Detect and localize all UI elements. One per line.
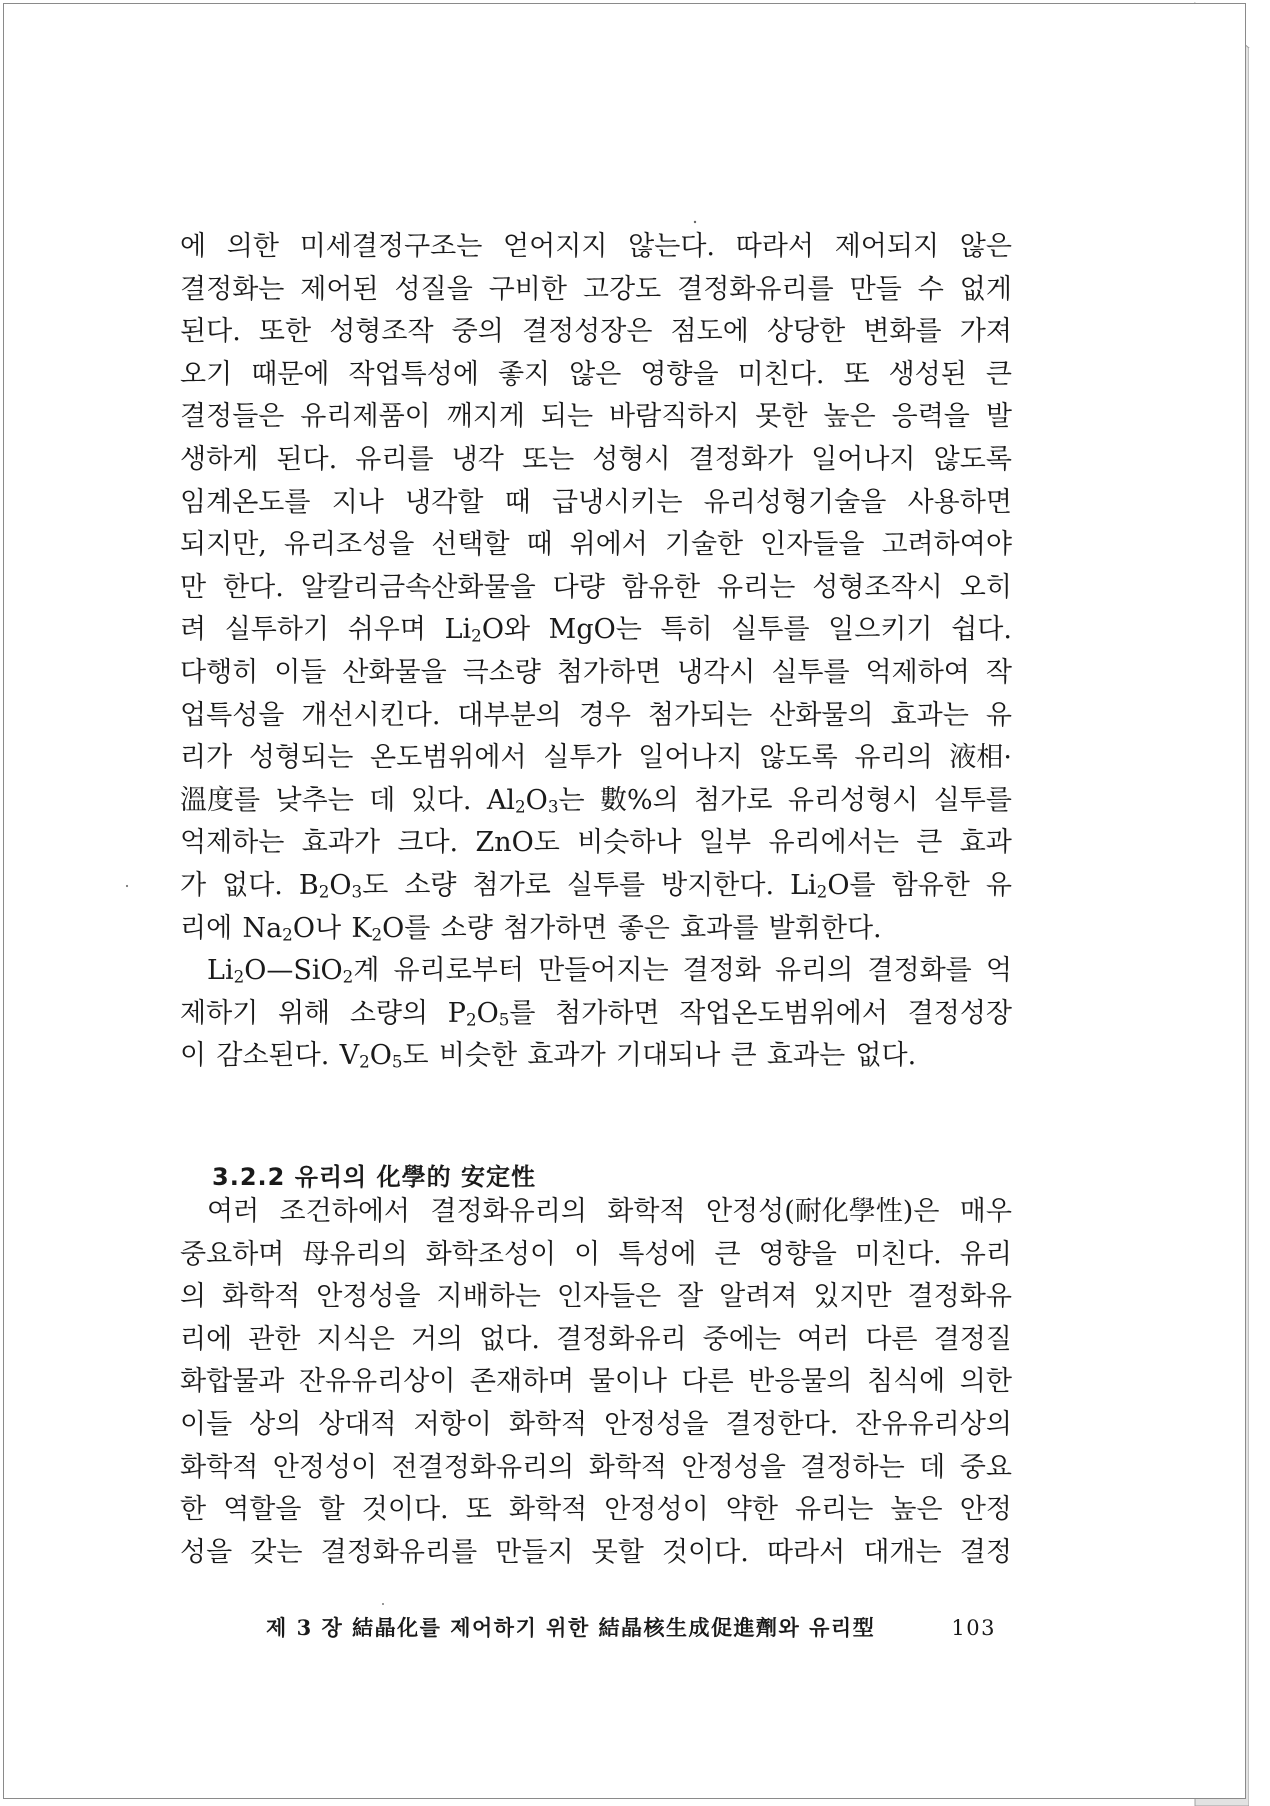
word: 유리	[959, 1238, 1012, 1270]
word: 극소량	[462, 656, 541, 688]
word: 유리조성을	[283, 529, 415, 561]
text-line	[180, 1489, 1012, 1532]
page-number: 103	[951, 1616, 996, 1640]
text-line	[180, 567, 1012, 610]
word: 실투가	[543, 742, 622, 774]
word: 첨가로	[472, 869, 551, 901]
word: 안정성을	[681, 1451, 786, 1483]
word: 유리를	[355, 443, 434, 475]
word: 안정성이	[604, 1494, 709, 1526]
word: 첨가하면	[555, 997, 660, 1029]
word: 기대되나	[615, 1040, 721, 1072]
word: 대개는	[863, 1536, 942, 1568]
word: 데	[919, 1451, 946, 1483]
text-line	[180, 609, 1012, 652]
word: 첨가되는	[647, 699, 753, 731]
word: 오기	[180, 358, 233, 390]
word: 유	[985, 869, 1012, 901]
word: 산화물을	[342, 656, 447, 688]
word: 경우	[578, 699, 631, 731]
word: 數%의	[599, 784, 679, 816]
word: 또는	[521, 443, 575, 475]
text-line	[180, 1447, 1012, 1490]
word: 첨가로	[694, 784, 773, 816]
word: 성형되는	[248, 742, 354, 774]
word: 사용하면	[907, 486, 1012, 518]
word: 억제하여	[865, 656, 970, 688]
word: 화학적	[222, 1281, 301, 1313]
word: 의한	[959, 1366, 1012, 1398]
word: 상의	[249, 1408, 302, 1440]
word: 임계온도를	[180, 486, 311, 518]
word: 유리제품이	[300, 401, 431, 433]
word: 되지만,	[180, 529, 267, 561]
word: 안정성이	[272, 1451, 378, 1483]
word: 된다.	[276, 443, 338, 475]
word: 특성에	[618, 1238, 697, 1270]
word: 여러	[207, 1196, 260, 1227]
word: 높은	[823, 401, 876, 433]
word: 잔유유리상의	[855, 1408, 1012, 1440]
word: 때	[504, 486, 531, 518]
word: 이들	[180, 1408, 233, 1440]
word: 않은	[959, 231, 1012, 262]
word: 제어되지	[834, 231, 940, 262]
word: 중요	[959, 1451, 1012, 1483]
word: 이	[574, 1238, 601, 1270]
word: 만들어지는	[538, 955, 669, 987]
text-line	[180, 695, 1012, 738]
word: 성질을	[394, 273, 473, 305]
word: 한	[180, 1494, 207, 1526]
word: 없다.	[222, 869, 283, 901]
word: 급냉시키는	[551, 486, 683, 518]
text-line	[180, 1532, 1012, 1575]
word: 안정성(耐化學性)은	[705, 1196, 940, 1227]
word: 작	[985, 656, 1012, 688]
word: 작업특성에	[348, 358, 479, 390]
word: $Li_2O—SiO_2$계	[207, 955, 380, 987]
text-line	[180, 1404, 1012, 1447]
running-footer-title: 제 3 장 結晶化를 제어하기 위한 結晶核生成促進劑와 유리型	[266, 1615, 876, 1640]
word: 결정하는	[800, 1451, 905, 1483]
word: 없다.	[479, 1323, 540, 1355]
word: 침식에	[866, 1366, 946, 1398]
word: 감소된다.	[216, 1040, 330, 1072]
text-line	[180, 737, 1012, 780]
word: 함유한	[621, 571, 701, 603]
word: 인자들을	[760, 529, 865, 561]
word: 또	[843, 358, 870, 390]
word: 화학적	[180, 1451, 259, 1483]
word: 일어나지	[638, 742, 743, 774]
word: 고려하여야	[881, 529, 1012, 561]
word: 여러	[797, 1323, 850, 1355]
word: 미세결정구조는	[299, 231, 483, 262]
word: 중요하며	[180, 1238, 285, 1270]
word: 지나	[331, 486, 384, 518]
word: 작업온도범위에서	[679, 997, 888, 1029]
text-line	[180, 950, 1012, 993]
word: 업특성을	[180, 699, 285, 731]
word: 수	[917, 273, 944, 305]
word: 선택할	[431, 529, 510, 561]
word: 소량	[404, 869, 457, 901]
word: 화학적	[607, 1196, 686, 1227]
word: 성형조작시	[812, 571, 943, 603]
word: 실투를	[566, 869, 646, 901]
text-line	[180, 439, 1012, 482]
word: 깨지게	[446, 401, 525, 433]
word: 생하게	[180, 443, 259, 475]
word: $Li_2O$와	[444, 614, 531, 647]
text-line	[180, 1361, 1012, 1404]
word: MgO는	[548, 614, 642, 646]
word: 려	[180, 614, 207, 646]
word: 조건하에서	[279, 1196, 411, 1227]
word: 따라서	[766, 1536, 846, 1568]
word: 발	[985, 401, 1012, 433]
word: 결정화유리	[556, 1323, 687, 1355]
word: 않도록	[933, 443, 1012, 475]
text-line	[180, 993, 1012, 1036]
word: 없게	[959, 273, 1012, 305]
word: 만들지	[495, 1536, 574, 1568]
word: 화학조성이	[425, 1238, 557, 1270]
text-line	[180, 1319, 1012, 1362]
word: 잘	[677, 1281, 704, 1313]
word: 리에	[180, 912, 233, 944]
word: 억제하는	[180, 827, 285, 859]
word: 발휘한다.	[768, 912, 882, 944]
text-line	[180, 1035, 1012, 1078]
word: 큰	[985, 358, 1012, 390]
word: 영향을	[640, 358, 719, 390]
text-line	[180, 652, 1012, 695]
word: 저항이	[413, 1408, 492, 1440]
word: $B_2O_3$도	[298, 869, 389, 902]
word: 유리성형기술을	[703, 486, 887, 518]
word: 방지한다.	[661, 869, 775, 901]
word: 알려져	[719, 1281, 798, 1313]
word: 제어된	[300, 273, 379, 305]
word: 또한	[258, 316, 312, 348]
word: 결정화	[682, 955, 761, 987]
word: 된다.	[180, 316, 241, 348]
text-line	[180, 1191, 1012, 1234]
word: 결정성장	[907, 997, 1012, 1029]
word: 생성된	[888, 358, 967, 390]
word: 지배하는	[436, 1281, 541, 1313]
word: 중에는	[702, 1323, 781, 1355]
text-line	[180, 1276, 1012, 1319]
paragraph-3	[180, 1191, 1012, 1574]
word: 억	[985, 955, 1012, 987]
word: 좋지	[497, 358, 551, 390]
word: 인자들은	[556, 1281, 662, 1313]
word: 실투를	[933, 784, 1012, 816]
word: $K_2O$를	[351, 912, 431, 945]
word: 큰	[714, 1238, 741, 1270]
text-line	[180, 780, 1012, 823]
word: 반응물의	[748, 1366, 853, 1398]
text-line	[180, 311, 1012, 354]
word: 결정화유리의	[430, 1196, 587, 1227]
word: 함유한	[891, 869, 970, 901]
word: 큰	[916, 827, 943, 859]
word: 결정화유	[907, 1281, 1012, 1313]
word: 영향을	[758, 1238, 837, 1270]
word: 미친다.	[854, 1238, 942, 1270]
word: 않은	[569, 358, 622, 390]
word: 구비한	[488, 273, 567, 305]
word: 않는다.	[628, 231, 715, 262]
word: 변화를	[863, 316, 942, 348]
word: 유리성형시	[787, 784, 919, 816]
word: 결정질	[933, 1323, 1012, 1355]
section-heading: 3.2.2 유리의 化學的 安定性	[212, 1163, 536, 1191]
word: 이들	[274, 656, 327, 688]
word: 한다.	[223, 571, 284, 603]
word: 상대적	[318, 1408, 397, 1440]
word: 다량	[552, 571, 605, 603]
word: 잔유유리상이	[298, 1366, 456, 1398]
word: 母유리의	[302, 1238, 408, 1270]
text-line	[180, 865, 1012, 908]
word: 높은	[890, 1494, 943, 1526]
word: 낮추는	[275, 784, 354, 816]
word: 성형조작	[329, 316, 434, 348]
word: 유리의	[775, 955, 854, 987]
word: 일으키기	[828, 614, 933, 646]
text-line	[180, 908, 1012, 951]
word: 거의	[410, 1323, 464, 1355]
word: 갖는	[250, 1536, 303, 1568]
word: 실투를	[731, 614, 810, 646]
word: 효과를	[680, 912, 759, 944]
word: 또	[465, 1494, 492, 1526]
word: $P_2O_5$를	[447, 997, 536, 1030]
word: 결정들은	[180, 401, 285, 433]
word: $Al_2O_3$는	[486, 784, 585, 817]
word: $Na_2O$나	[242, 912, 342, 945]
word: 대부분의	[457, 699, 562, 731]
word: 것이다.	[361, 1494, 449, 1526]
word: ZnO도	[475, 827, 560, 859]
word: 중의	[451, 316, 504, 348]
word: 크다.	[397, 827, 459, 859]
text-line	[180, 1234, 1012, 1277]
text-line	[180, 524, 1012, 567]
word: 역할을	[223, 1494, 302, 1526]
word: 다행히	[180, 656, 259, 688]
word: 위에서	[569, 529, 648, 561]
word: 약한	[725, 1494, 778, 1526]
word: 때	[526, 529, 553, 561]
word: 기술한	[664, 529, 744, 561]
word: 유리는	[717, 571, 796, 603]
word: 큰	[730, 1040, 757, 1072]
word: 있지만	[813, 1281, 892, 1313]
word: 물이나	[588, 1366, 667, 1398]
word: 결정화유리를	[320, 1536, 478, 1568]
word: 소량의	[349, 997, 429, 1029]
word: 안정	[959, 1494, 1012, 1526]
word: 유리는	[795, 1494, 874, 1526]
word: 되는	[540, 401, 594, 433]
word: 溫度를	[180, 784, 261, 816]
word: 냉각할	[405, 486, 484, 518]
word: 화학적	[508, 1408, 588, 1440]
word: 안정성을	[604, 1408, 709, 1440]
word: 것이다.	[661, 1536, 749, 1568]
word: 쉬우며	[347, 614, 426, 646]
word: 성형시	[592, 443, 671, 475]
word: 알칼리금속산화물을	[300, 571, 536, 603]
word: 결정화를	[867, 955, 972, 987]
word: 바람직하지	[609, 401, 740, 433]
word: 만들	[849, 273, 902, 305]
word: 첨가하면	[503, 912, 608, 944]
word: 점도에	[670, 316, 749, 348]
word: $Li_2O$를	[790, 869, 876, 902]
word: 할	[318, 1494, 345, 1526]
word: 결정화가	[688, 443, 794, 475]
word: 결정화유리를	[677, 273, 834, 305]
word: 의	[180, 1281, 207, 1313]
word: 유리의	[854, 742, 933, 774]
word: 이	[180, 1040, 207, 1072]
word: 의한	[226, 231, 279, 262]
word: 다른	[865, 1323, 918, 1355]
word: $V_2O_5$도	[339, 1040, 429, 1072]
word: 실투를	[771, 656, 850, 688]
word: 결정	[959, 1536, 1012, 1568]
text-line	[180, 822, 1012, 865]
word: 에	[180, 231, 207, 262]
text-line	[180, 396, 1012, 439]
word: 화학적	[508, 1494, 588, 1526]
text-line	[180, 226, 1012, 269]
word: 지식은	[316, 1323, 395, 1355]
page-footer	[266, 1612, 996, 1642]
word: 결정성장은	[521, 316, 653, 348]
word: 산화물의	[769, 699, 874, 731]
word: 냉각	[451, 443, 504, 475]
word: 않도록	[759, 742, 838, 774]
word: 전결정화유리의	[391, 1451, 575, 1483]
word: 液相·	[949, 742, 1012, 774]
text-line	[180, 269, 1012, 312]
word: 비슷하나	[577, 827, 682, 859]
word: 매우	[959, 1196, 1012, 1227]
word: 위해	[277, 997, 331, 1029]
word: 실투하기	[224, 614, 330, 646]
word: 소량	[440, 912, 493, 944]
word: 효과가	[527, 1040, 606, 1072]
word: 응력을	[891, 401, 970, 433]
word: 화합물과	[180, 1366, 285, 1398]
word: 효과가	[301, 827, 380, 859]
word: 화학적	[588, 1451, 667, 1483]
word: 때문에	[251, 358, 330, 390]
text-line	[180, 482, 1012, 525]
word: 없다.	[855, 1040, 917, 1072]
word: 못할	[591, 1536, 644, 1568]
word: 유리에서는	[768, 827, 899, 859]
word: 일부	[698, 827, 752, 859]
word: 결정화는	[180, 273, 285, 305]
word: 다른	[681, 1366, 734, 1398]
word: 온도범위에서	[370, 742, 527, 774]
word: 가	[180, 869, 207, 901]
word: 첨가하면	[556, 656, 662, 688]
word: 제하기	[180, 997, 259, 1029]
word: 따라서	[735, 231, 814, 262]
word: 오히	[959, 571, 1012, 603]
word: 개선시킨다.	[301, 699, 441, 731]
word: 일어나지	[811, 443, 916, 475]
word: 미친다.	[737, 358, 825, 390]
paragraph-1	[180, 226, 1012, 1078]
word: 리에	[180, 1323, 233, 1355]
word: 고강도	[582, 273, 662, 305]
word: 효과는	[890, 699, 969, 731]
word: 결정한다.	[725, 1408, 839, 1440]
word: 냉각시	[677, 656, 756, 688]
word: 좋은	[617, 912, 670, 944]
word: 존재하며	[469, 1366, 575, 1398]
word: 유	[985, 699, 1012, 731]
word: 효과	[959, 827, 1012, 859]
word: 유리로부터	[393, 955, 524, 987]
word: 리가	[180, 742, 233, 774]
word: 못한	[755, 401, 808, 433]
word: 있다.	[410, 784, 472, 816]
word: 관한	[248, 1323, 301, 1355]
word: 가져	[959, 316, 1012, 348]
word: 특히	[660, 614, 713, 646]
word: 비슷한	[438, 1040, 518, 1072]
text-line	[180, 354, 1012, 397]
word: 상당한	[766, 316, 846, 348]
word: 만	[180, 571, 207, 603]
word: 쉽다.	[951, 614, 1012, 646]
word: 데	[369, 784, 396, 816]
word: 안정성을	[316, 1281, 421, 1313]
word: 성을	[180, 1536, 233, 1568]
word: 얻어지지	[503, 231, 608, 262]
word: 효과는	[766, 1040, 846, 1072]
